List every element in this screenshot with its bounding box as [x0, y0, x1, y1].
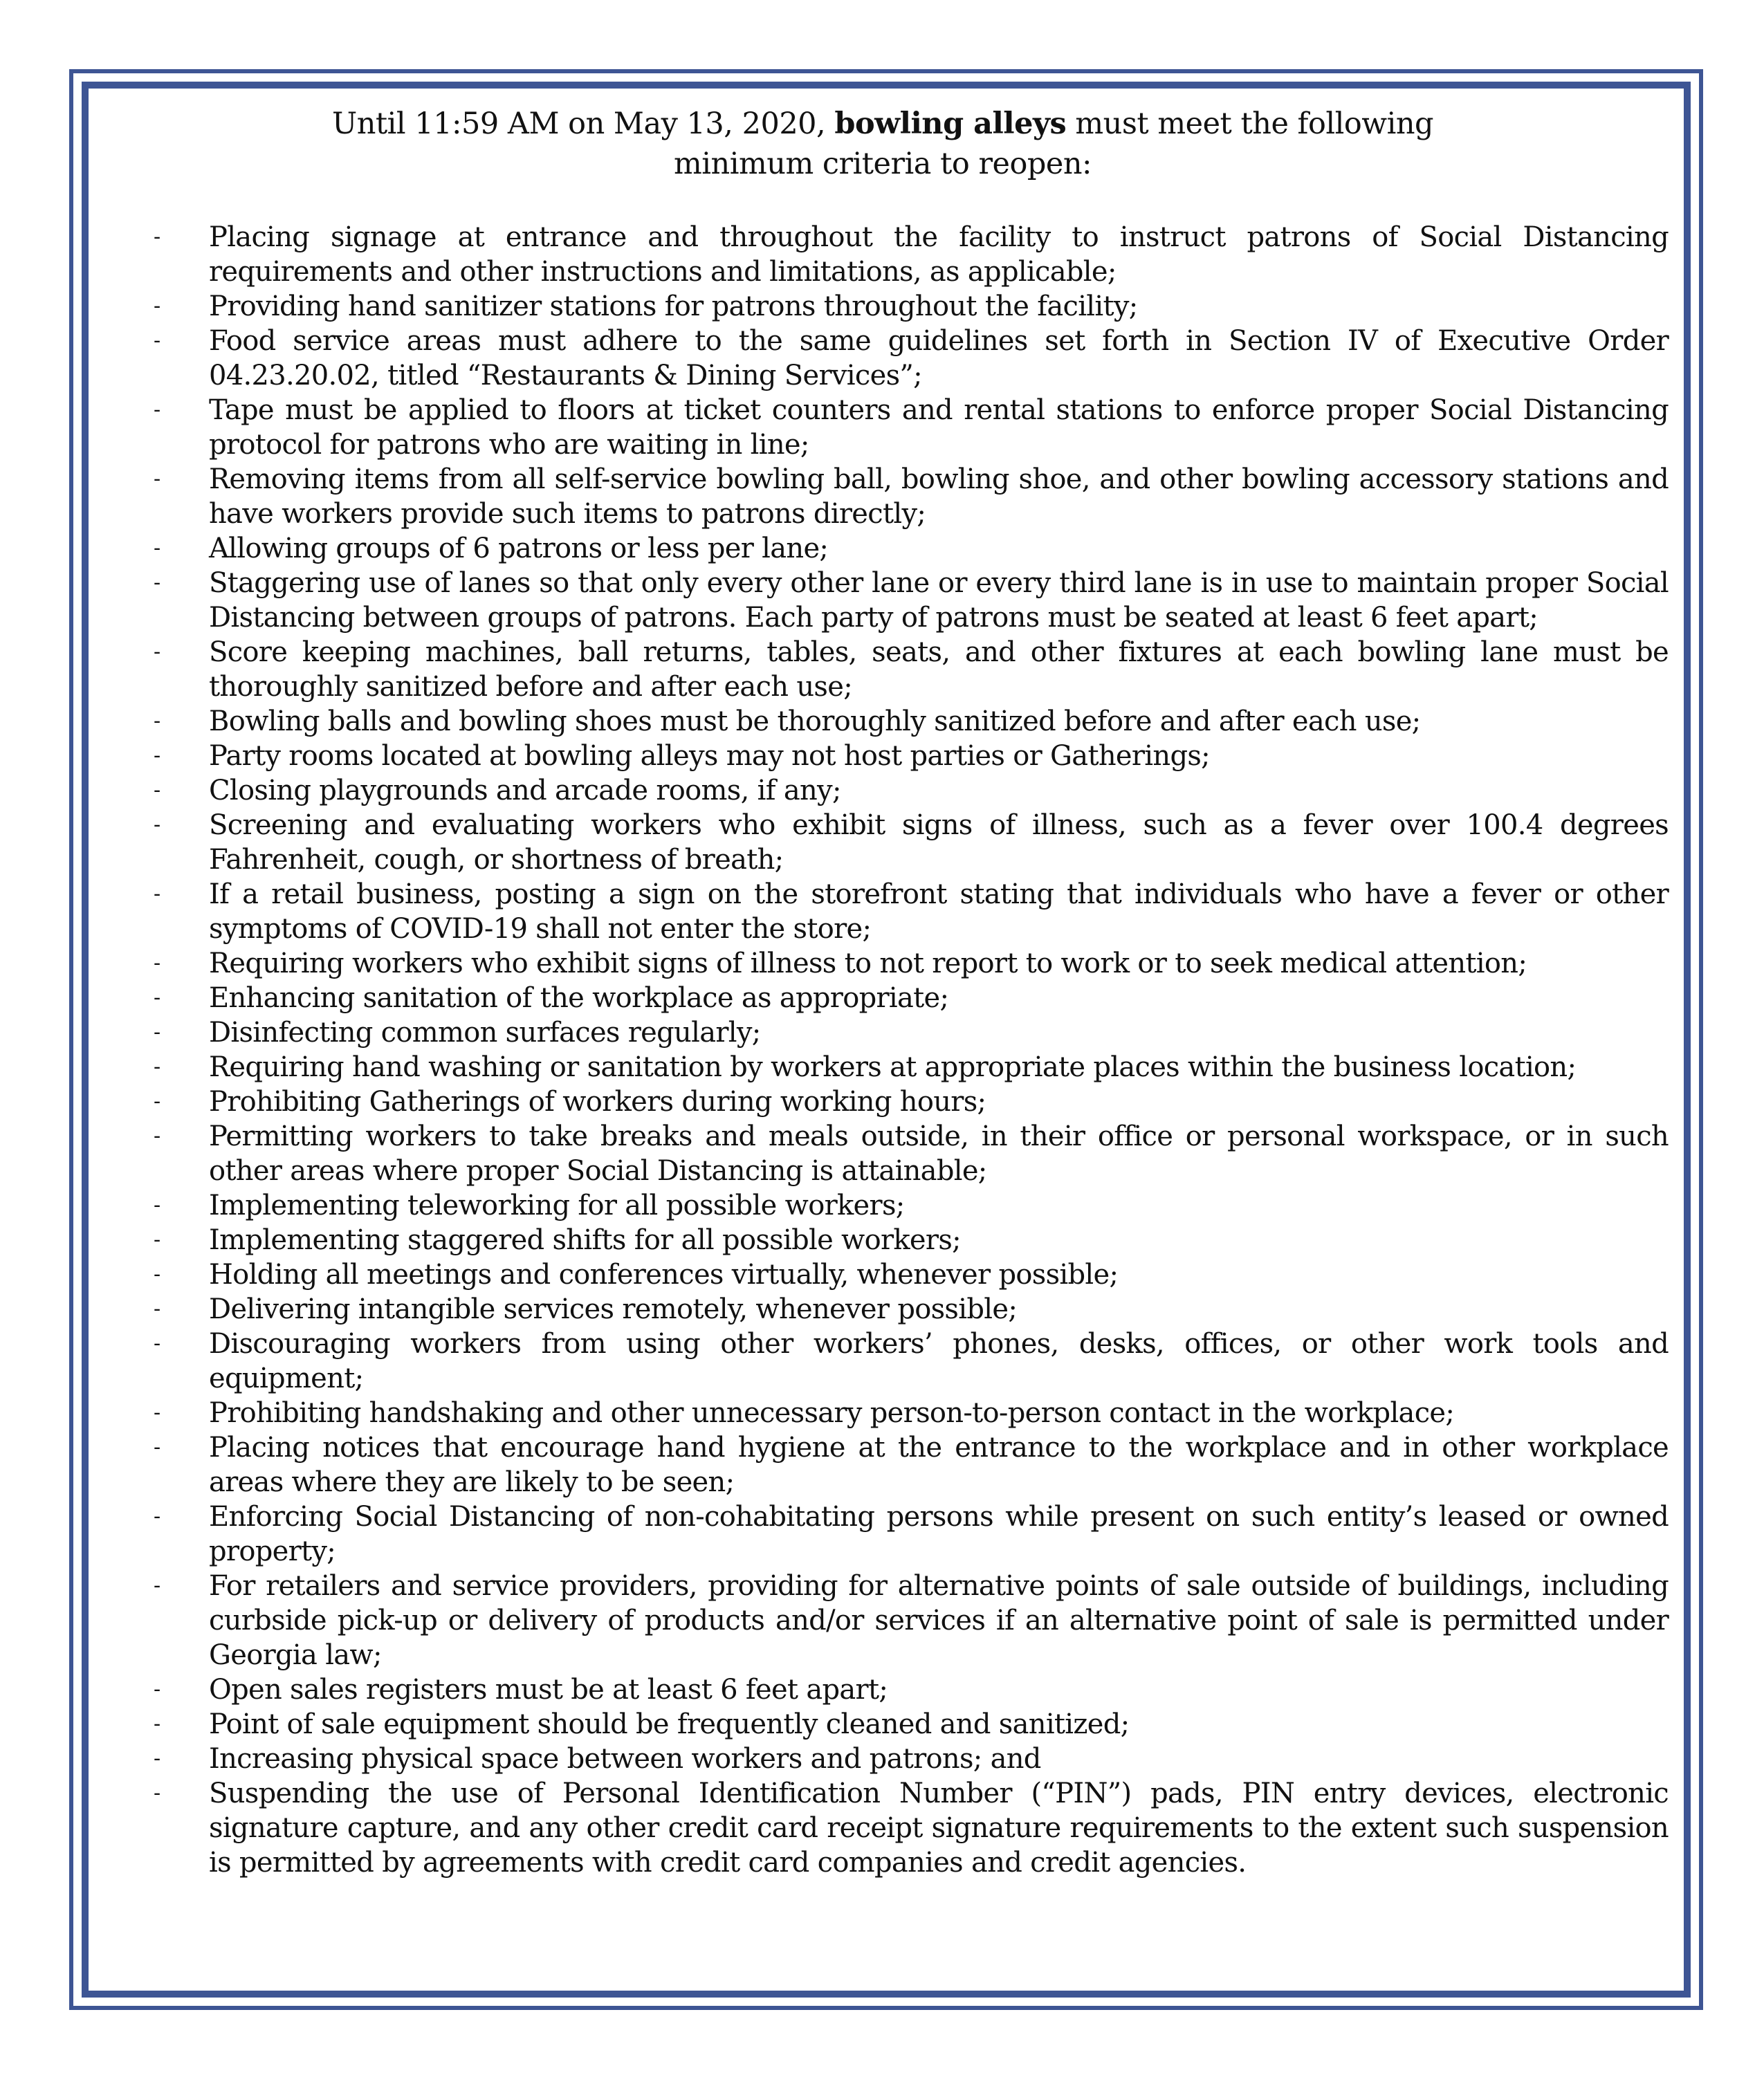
- list-item-text: Tape must be applied to floors at ticket counters and rental stations to enforce proper Social Distancing protocol for patrons who are waiting in line;: [209, 394, 1669, 461]
- list-item-text: Score keeping machines, ball returns, tables, seats, and other fixtures at each bowling lane must be thoroughly sanitized before and after each use;: [209, 636, 1669, 703]
- bullet-dash: -: [154, 1746, 160, 1771]
- bullet-dash: -: [154, 571, 160, 595]
- list-item-text: Increasing physical space between workers and patrons; and: [209, 1743, 1041, 1775]
- list-item: [154, 704, 1669, 739]
- list-item-text: Discouraging workers from using other workers’ phones, desks, offices, or other work tools and equipment;: [209, 1328, 1669, 1394]
- bullet-dash: -: [154, 1504, 160, 1529]
- list-item-text: Point of sale equipment should be frequently cleaned and sanitized;: [209, 1708, 1130, 1740]
- bullet-dash: -: [154, 1677, 160, 1702]
- bullet-dash: -: [154, 744, 160, 768]
- heading-prefix: Until 11:59 AM on May 13, 2020,: [331, 107, 835, 141]
- list-item-text: For retailers and service providers, providing for alternative points of sale outside of buildings, including curbside pick-up or delivery of products and/or services if an alternative point of sale is permitted under Georgia law;: [209, 1570, 1669, 1671]
- bullet-dash: -: [154, 1089, 160, 1114]
- bullet-dash: -: [154, 1124, 160, 1148]
- bullet-dash: -: [154, 1193, 160, 1217]
- list-item: [154, 1085, 1669, 1119]
- bullet-dash: -: [154, 1055, 160, 1079]
- list-item: [154, 462, 1669, 531]
- bullet-dash: -: [154, 329, 160, 353]
- list-item-text: Prohibiting Gatherings of workers during working hours;: [209, 1086, 986, 1118]
- list-item-text: Removing items from all self-service bowling ball, bowling shoe, and other bowling accessory stations and have workers provide such items to patrons directly;: [209, 463, 1669, 530]
- list-item: [154, 808, 1669, 877]
- list-item: [154, 1223, 1669, 1257]
- list-item-text: Closing playgrounds and arcade rooms, if any;: [209, 775, 841, 806]
- list-item: [154, 1500, 1669, 1569]
- list-item-text: Suspending the use of Personal Identification Number (“PIN”) pads, PIN entry devices, electronic signature capture, and any other credit card receipt signature requirements to the extent such suspension is permitted by agreements with credit card companies and credit agencies.: [209, 1778, 1669, 1879]
- list-item-text: Delivering intangible services remotely, whenever possible;: [209, 1293, 1018, 1325]
- bullet-dash: -: [154, 467, 160, 491]
- bullet-dash: -: [154, 225, 160, 249]
- bullet-dash: -: [154, 398, 160, 422]
- list-item-text: Requiring hand washing or sanitation by workers at appropriate places within the business location;: [209, 1051, 1577, 1083]
- list-item: [154, 324, 1669, 393]
- criteria-list: [154, 220, 1669, 1880]
- list-item-text: Allowing groups of 6 patrons or less per lane;: [209, 533, 829, 564]
- list-item-text: Staggering use of lanes so that only every other lane or every third lane is in use to maintain proper Social Distancing between groups of patrons. Each party of patrons must be seated at least 6 feet apart;: [209, 567, 1669, 634]
- list-item: [154, 1327, 1669, 1396]
- bullet-dash: -: [154, 1262, 160, 1286]
- list-item-text: Holding all meetings and conferences virtually, whenever possible;: [209, 1259, 1119, 1291]
- list-item: [154, 289, 1669, 324]
- list-item-text: Open sales registers must be at least 6 feet apart;: [209, 1674, 888, 1706]
- list-item: [154, 566, 1669, 635]
- list-item-text: Implementing staggered shifts for all possible workers;: [209, 1224, 961, 1256]
- bullet-dash: -: [154, 951, 160, 975]
- list-item: [154, 981, 1669, 1015]
- list-item-text: Prohibiting handshaking and other unnecessary person-to-person contact in the workplace;: [209, 1397, 1455, 1429]
- list-item-text: Providing hand sanitizer stations for patrons throughout the facility;: [209, 290, 1138, 322]
- list-item: [154, 635, 1669, 704]
- bullet-dash: -: [154, 986, 160, 1010]
- list-item: [154, 1707, 1669, 1742]
- list-item: [154, 1188, 1669, 1223]
- bullet-dash: -: [154, 882, 160, 906]
- heading-line-2: minimum criteria to reopen:: [674, 147, 1092, 181]
- list-item-text: Party rooms located at bowling alleys may not host parties or Gatherings;: [209, 740, 1210, 772]
- bullet-dash: -: [154, 640, 160, 664]
- list-item: [154, 1672, 1669, 1707]
- list-item: [154, 739, 1669, 773]
- heading-line-1: [226, 104, 1540, 144]
- list-item-text: Placing notices that encourage hand hygiene at the entrance to the workplace and in other workplace areas where they are likely to be seen;: [209, 1432, 1669, 1498]
- bullet-dash: -: [154, 1401, 160, 1425]
- list-item-text: Enhancing sanitation of the workplace as appropriate;: [209, 982, 949, 1014]
- list-item: [154, 1257, 1669, 1292]
- list-item: [154, 1119, 1669, 1188]
- list-item: [154, 946, 1669, 981]
- bullet-dash: -: [154, 1228, 160, 1252]
- bullet-dash: -: [154, 709, 160, 733]
- bullet-dash: -: [154, 813, 160, 837]
- list-item: [154, 773, 1669, 808]
- list-item-text: Enforcing Social Distancing of non-cohabitating persons while present on such entity’s leased or owned property;: [209, 1501, 1669, 1567]
- list-item-text: Placing signage at entrance and throughout the facility to instruct patrons of Social Distancing requirements and other instructions and limitations, as applicable;: [209, 221, 1669, 288]
- list-item: [154, 1050, 1669, 1085]
- list-item-text: Screening and evaluating workers who exhibit signs of illness, such as a fever over 100.4 degrees Fahrenheit, cough, or shortness of breath;: [209, 809, 1669, 876]
- heading-business-type: bowling alleys: [834, 107, 1067, 141]
- bullet-dash: -: [154, 1712, 160, 1736]
- list-item: [154, 1015, 1669, 1050]
- list-item: [154, 220, 1669, 289]
- list-item-text: Requiring workers who exhibit signs of illness to not report to work or to seek medical attention;: [209, 948, 1527, 979]
- list-item-text: Permitting workers to take breaks and meals outside, in their office or personal workspace, or in such other areas where proper Social Distancing is attainable;: [209, 1120, 1669, 1187]
- bullet-dash: -: [154, 1331, 160, 1356]
- bullet-dash: -: [154, 1435, 160, 1459]
- list-item-text: Implementing teleworking for all possible workers;: [209, 1190, 905, 1221]
- document-heading: [226, 104, 1540, 184]
- list-item-text: If a retail business, posting a sign on the storefront stating that individuals who have a fever or other symptoms of COVID-19 shall not enter the store;: [209, 878, 1669, 945]
- list-item: [154, 1569, 1669, 1672]
- bullet-dash: -: [154, 1297, 160, 1321]
- list-item: [154, 1430, 1669, 1500]
- bullet-dash: -: [154, 1574, 160, 1598]
- heading-suffix: must meet the following: [1066, 107, 1434, 141]
- list-item-text: Bowling balls and bowling shoes must be thoroughly sanitized before and after each use;: [209, 706, 1421, 737]
- list-item: [154, 877, 1669, 946]
- bullet-dash: -: [154, 536, 160, 560]
- bullet-dash: -: [154, 294, 160, 318]
- list-item: [154, 1776, 1669, 1880]
- list-item-text: Disinfecting common surfaces regularly;: [209, 1017, 761, 1049]
- list-item: [154, 1292, 1669, 1327]
- bullet-dash: -: [154, 1781, 160, 1805]
- list-item: [154, 393, 1669, 462]
- list-item-text: Food service areas must adhere to the same guidelines set forth in Section IV of Executive Order 04.23.20.02, titled “Restaurants & Dining Services”;: [209, 325, 1669, 391]
- bullet-dash: -: [154, 1020, 160, 1044]
- list-item: [154, 1396, 1669, 1430]
- bullet-dash: -: [154, 778, 160, 802]
- list-item: [154, 531, 1669, 566]
- list-item: [154, 1742, 1669, 1776]
